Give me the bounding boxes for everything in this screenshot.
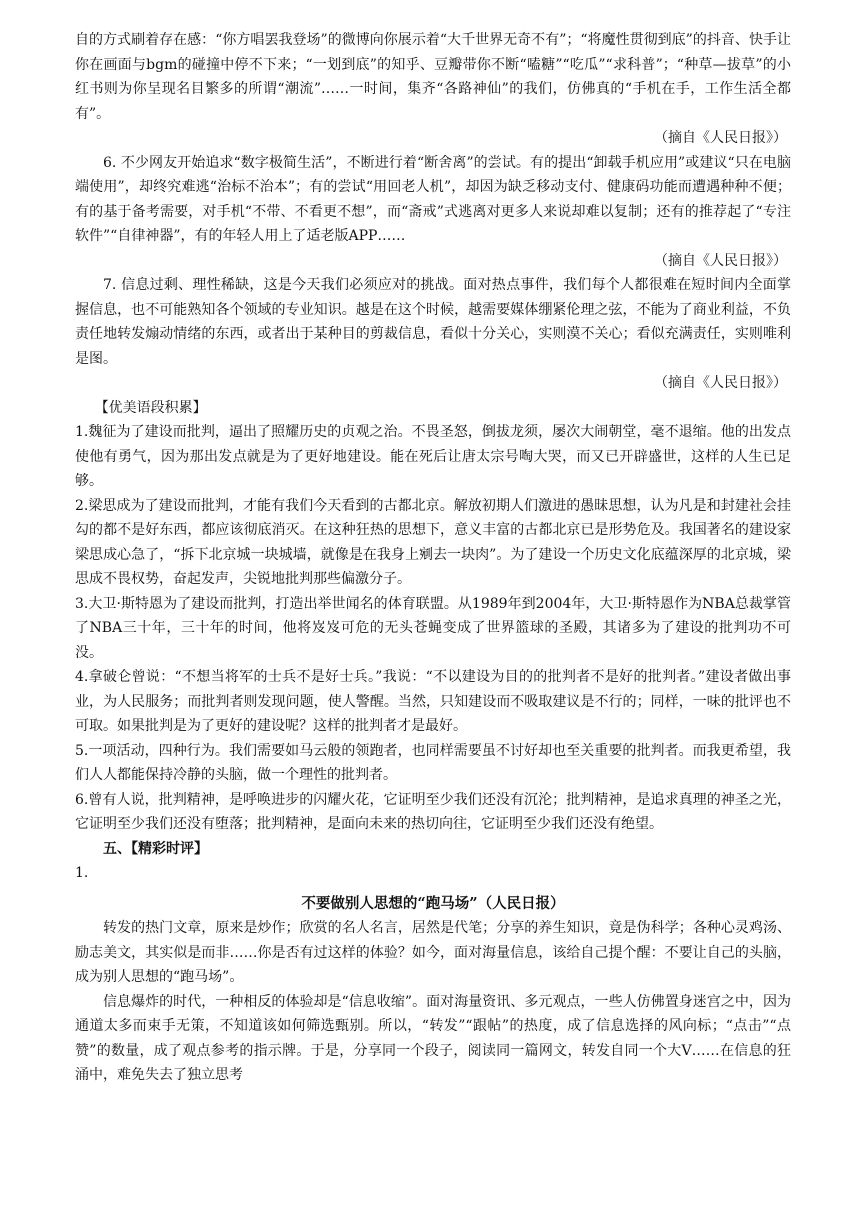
section-heading-commentary: 五、【精彩时评】 [103, 840, 208, 857]
article-title: 不要做别人思想的“跑马场”（人民日报） [301, 894, 565, 912]
document-page [75, 28, 791, 1088]
continuation-paragraph: 自的方式刷着存在感：“你方唱罢我登场”的微博向你展示着“大千世界无奇不有”；“将魔性贯彻到底”的抖音、快手让你在画面与bgm的碰撞中停不下来；“一划到底”的知乎、豆瓣带你不断“嗑糖”“吃瓜”“求科普”；“种草—拔草”的小红书则为你呈现名目繁多的所谓“潮流”……一时间，集齐“各路神仙”的我们，仿佛真的“手机在手，工作生活全都有”。 [75, 32, 791, 122]
beauty-paragraph: 3.大卫·斯特恩为了建设而批判，打造出举世闻名的体育联盟。从1989年到2004年，大卫·斯特恩作为NBA总裁掌管了NBA三十年，三十年的时间，他将岌岌可危的无头苍蝇变成了世界篮球的圣殿，其诸多为了建设的批判功不可没。 [75, 595, 791, 661]
source-citation: （摘自《人民日报》） [654, 375, 787, 391]
beauty-paragraph: 2.梁思成为了建设而批判，才能有我们今天看到的古都北京。解放初期人们激进的愚昧思想，认为凡是和封建社会挂勾的都不是好东西，都应该彻底消灭。在这种狂热的思想下，意义丰富的古都北京已是形势危及。我国著名的建设家梁思成心急了，“拆下北京城一块城墙，就像是在我身上剜去一块肉”。为了建设一个历史文化底蕴深厚的北京城，梁思成不畏权势，奋起发声，尖锐地批判那些偏激分子。 [75, 497, 791, 587]
source-citation: （摘自《人民日报》） [654, 252, 787, 269]
source-citation: （摘自《人民日报》） [654, 130, 787, 146]
section-heading-beauty: 【优美语段积累】 [94, 399, 207, 416]
item-number: 1. [75, 865, 89, 881]
article-paragraph: 转发的热门文章，原来是炒作；欣赏的名人名言，居然是代笔；分享的养生知识，竟是伪科学；各种心灵鸡汤、励志美文，其实似是而非……你是否有过这样的体验？如今，面对海量信息，该给自己提个醒：不要让自己的头脑，成为别人思想的“跑马场”。 [75, 920, 791, 985]
beauty-paragraph: 4.拿破仑曾说：“不想当将军的士兵不是好士兵。”我说：“不以建设为目的的批判者不是好的批判者。”建设者做出事业，为人民服务；而批判者则发现问题，使人警醒。当然，只知建设而不吸取建议是不行的；同样，一味的批评也不可取。如果批判是为了更好的建设呢？这样的批判者才是最好。 [75, 669, 791, 734]
item-7-paragraph: 7. 信息过剩、理性稀缺，这是今天我们必须应对的挑战。面对热点事件，我们每个人都很难在短时间内全面掌握信息，也不可能熟知各个领域的专业知识。越是在这个时候，越需要媒体绷紧伦理之弦，不能为了商业利益，不负责任地转发煽动情绪的东西，或者出于某种目的剪裁信息，看似十分关心，实则漠不关心；看似充满责任，实则唯利是图。 [75, 277, 791, 367]
article-paragraph: 信息爆炸的时代，一种相反的体验却是“信息收缩”。面对海量资讯、多元观点，一些人仿佛置身迷宫之中，因为通道太多而束手无策，不知道该如何筛选甄别。所以，“转发”“跟帖”的热度，成了信息选择的风向标；“点击”“点赞”的数量，成了观点参考的指示牌。于是，分享同一个段子，阅读同一篇网文，转发自同一个大V……在信息的狂涌中，难免失去了独立思考 [75, 993, 791, 1083]
beauty-paragraph: 1.魏征为了建设而批判，逼出了照耀历史的贞观之治。不畏圣怒，倒拔龙须，屡次大闹朝堂，毫不退缩。他的出发点使他有勇气，因为那出发点就是为了更好地建设。能在死后让唐太宗号啕大哭，而又已开辟盛世，这样的人生已足够。 [75, 424, 791, 489]
item-6-paragraph: 6. 不少网友开始追求“数字极简生活”，不断进行着“断舍离”的尝试。有的提出“卸载手机应用”或建议“只在电脑端使用”，却终究难逃“治标不治本”；有的尝试“用回老人机”，却因为缺乏移动支付、健康码功能而遭遇种种不便；有的基于备考需要，对手机“不带、不看更不想”，而“斋戒”式逃离对更多人来说却难以复制；还有的推荐起了“专注软件”“自律神器”，有的年轻人用上了适老版APP…… [75, 154, 791, 244]
beauty-paragraph: 6.曾有人说，批判精神，是呼唤进步的闪耀火花，它证明至少我们还没有沉沦；批判精神，是追求真理的神圣之光，它证明至少我们还没有堕落；批判精神，是面向未来的热切向往，它证明至少我们还没有绝望。 [75, 791, 791, 832]
beauty-paragraph: 5.一项活动，四种行为。我们需要如马云般的领跑者，也同样需要虽不讨好却也至关重要的批判者。而我更希望，我们人人都能保持冷静的头脑，做一个理性的批判者。 [75, 742, 791, 783]
